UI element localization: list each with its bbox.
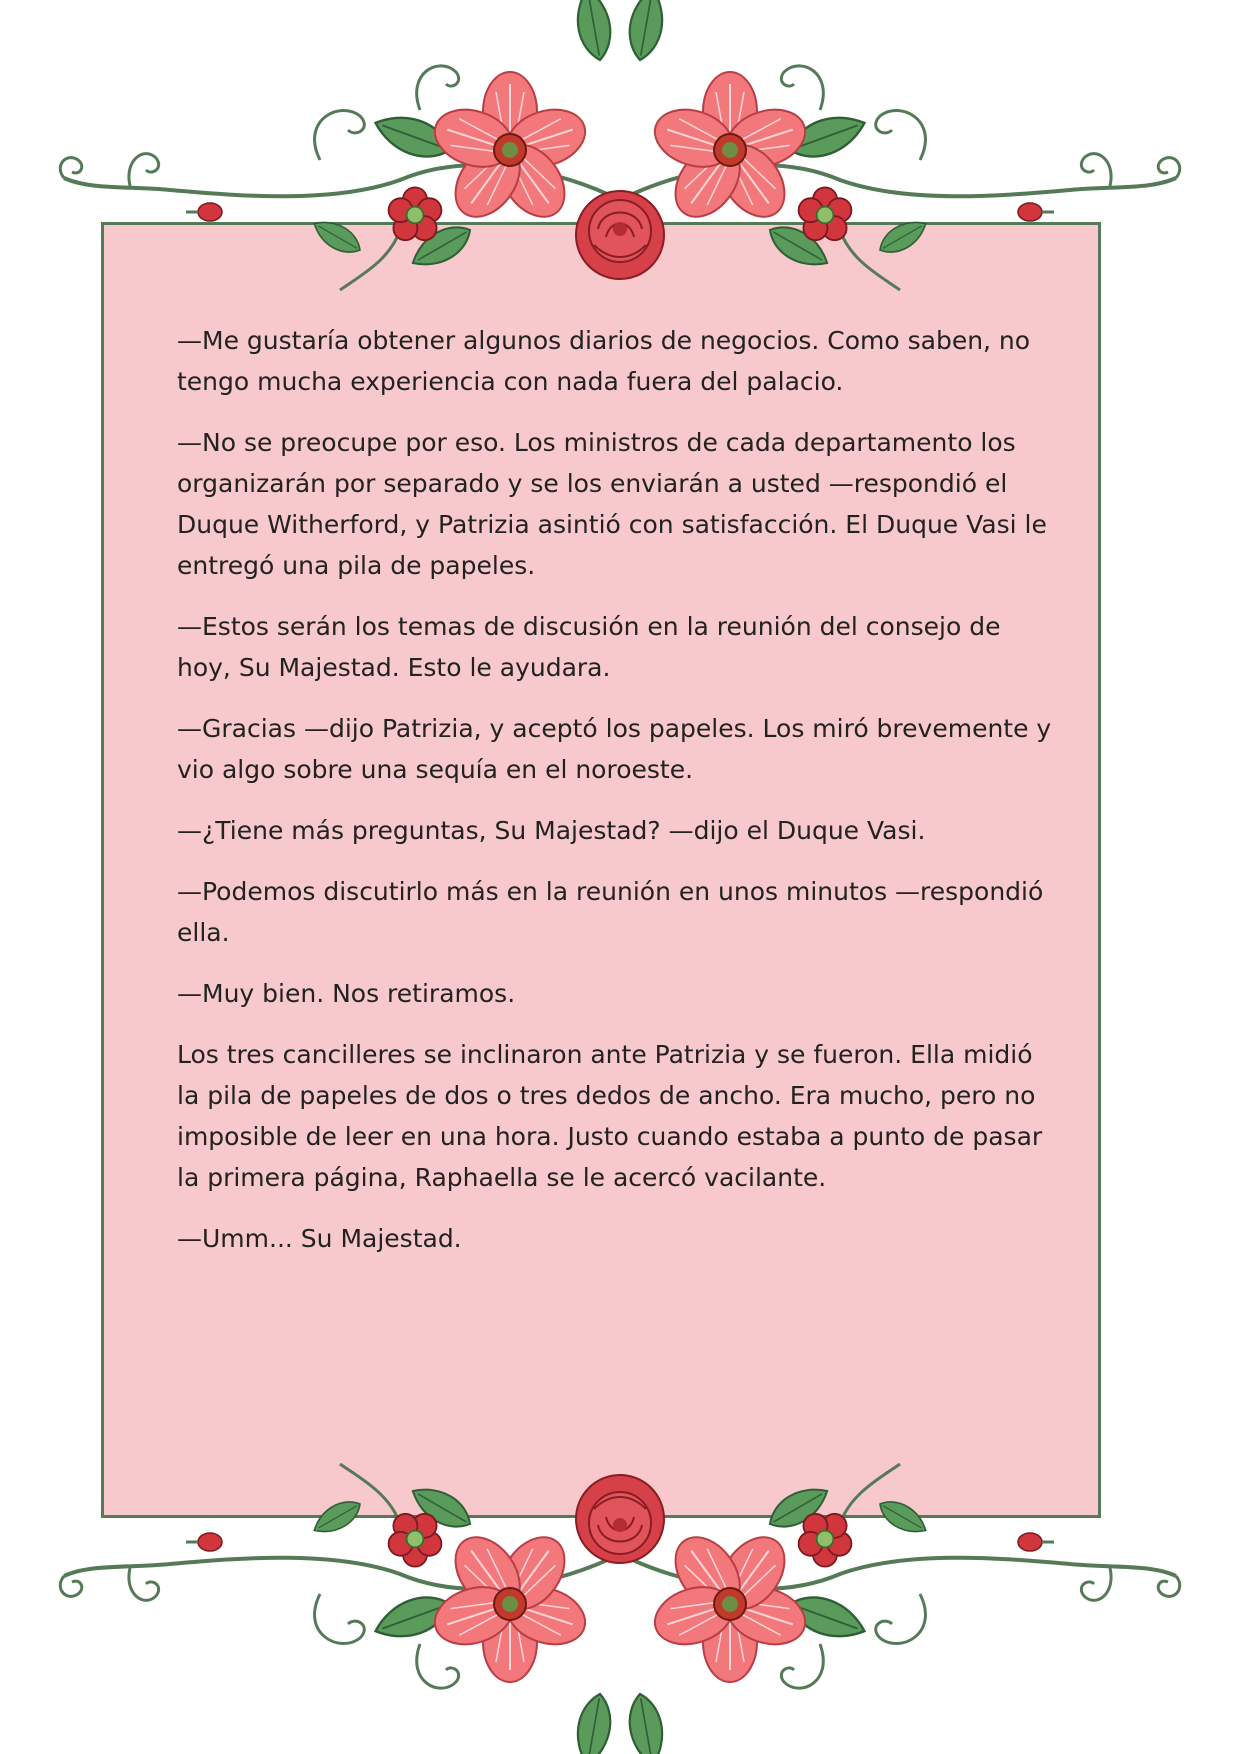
- paragraph: —¿Tiene más preguntas, Su Majestad? —dijo el Duque Vasi.: [177, 816, 926, 845]
- story-text: [177, 320, 1057, 1279]
- paragraph: —Me gustaría obtener algunos diarios de negocios. Como saben, no tengo mucha experiencia con nada fuera del palacio.: [177, 326, 1031, 396]
- paragraph: —No se preocupe por eso. Los ministros de cada departamento los organizarán por separado y se los enviarán a usted —respondió el Duque Witherford, y Patrizia asintió con satisfacción. El Duque Vasi le entregó una pila de papeles.: [177, 428, 1047, 580]
- paragraph: —Muy bien. Nos retiramos.: [177, 979, 516, 1008]
- paragraph: —Gracias —dijo Patrizia, y aceptó los papeles. Los miró brevemente y vio algo sobre una sequía en el noroeste.: [177, 714, 1052, 784]
- paragraph: —Estos serán los temas de discusión en la reunión del consejo de hoy, Su Majestad. Esto le ayudara.: [177, 612, 1001, 682]
- paragraph: Los tres cancilleres se inclinaron ante Patrizia y se fueron. Ella midió la pila de papeles de dos o tres dedos de ancho. Era mucho, pero no imposible de leer en una hora. Justo cuando estaba a punto de pasar la primera página, Raphaella se le acercó vacilante.: [177, 1040, 1043, 1192]
- paragraph: —Umm... Su Majestad.: [177, 1224, 462, 1253]
- paragraph: —Podemos discutirlo más en la reunión en unos minutos —respondió ella.: [177, 877, 1044, 947]
